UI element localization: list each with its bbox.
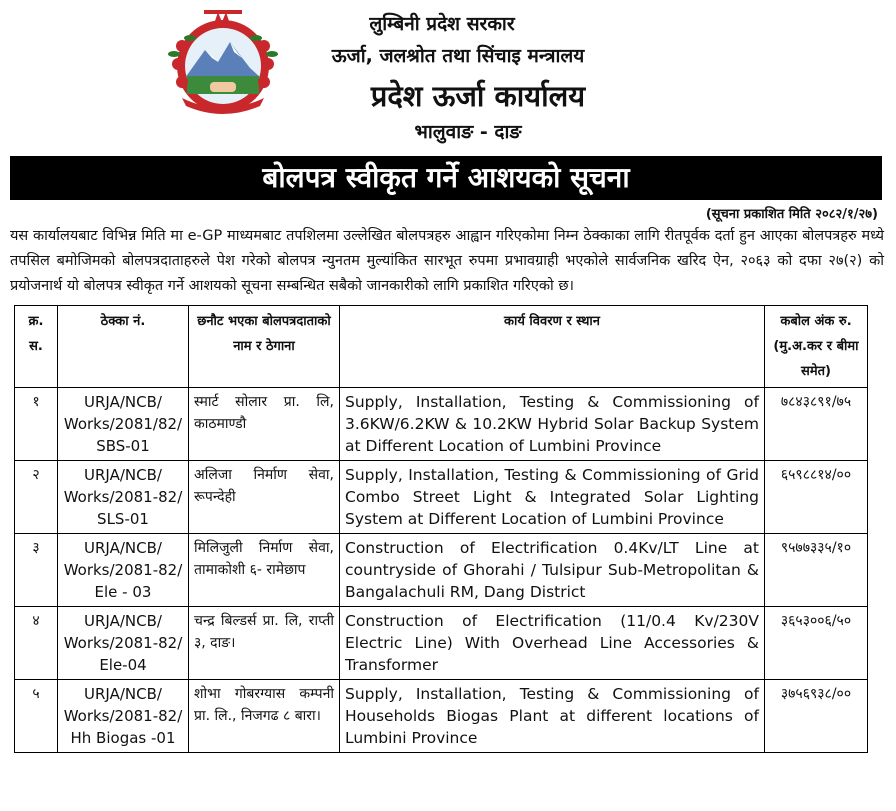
cell-bidder: शोभा गोबरग्यास कम्पनी प्रा. लि., निजगढ ८ बारा। xyxy=(189,680,340,753)
cell-bidder: चन्द्र बिल्डर्स प्रा. लि, राप्ती ३, दाङ। xyxy=(189,607,340,680)
table-row xyxy=(15,607,868,680)
cell-bidder: अलिजा निर्माण सेवा, रूपन्देही xyxy=(189,461,340,534)
office-location: भालुवाङ - दाङ xyxy=(414,121,522,143)
cell-work: Construction of Electrification (11/0.4 Kv/230V Electric Line) With Overhead Line Accessories & Transformer xyxy=(340,607,765,680)
bid-table xyxy=(14,305,868,753)
cell-work: Supply, Installation, Testing & Commissioning of Households Biogas Plant at different locations of Lumbini Province xyxy=(340,680,765,753)
cell-sn: २ xyxy=(15,461,58,534)
cell-contract-no: URJA/NCB/ Works/2081-82/ Ele - 03 xyxy=(58,534,189,607)
cell-bidder: मिलिजुली निर्माण सेवा, तामाकोशी ६- रामेछाप xyxy=(189,534,340,607)
cell-amount: ७८४३८९१/७५ xyxy=(765,388,868,461)
col-contract-no: ठेक्का नं. xyxy=(58,306,189,388)
cell-contract-no: URJA/NCB/ Works/2081-82/ SLS-01 xyxy=(58,461,189,534)
col-amount: कबोल अंक रु. (मु.अ.कर र बीमा समेत) xyxy=(765,306,868,388)
cell-sn: १ xyxy=(15,388,58,461)
table-row xyxy=(15,534,868,607)
publish-date: (सूचना प्रकाशित मिति २०८२/१/२७) xyxy=(705,207,878,222)
govt-name: लुम्बिनी प्रदेश सरकार xyxy=(369,13,515,35)
cell-amount: ३७५६९३८/०० xyxy=(765,680,868,753)
cell-bidder: स्मार्ट सोलार प्रा. लि, काठमाण्डौ xyxy=(189,388,340,461)
notice-title: बोलपत्र स्वीकृत गर्ने आशयको सूचना xyxy=(10,156,882,200)
cell-sn: ४ xyxy=(15,607,58,680)
cell-contract-no: URJA/NCB/ Works/2081-82/ Hh Biogas -01 xyxy=(58,680,189,753)
table-row xyxy=(15,461,868,534)
cell-sn: ५ xyxy=(15,680,58,753)
office-name: प्रदेश ऊर्जा कार्यालय xyxy=(370,79,586,113)
cell-contract-no: URJA/NCB/ Works/2081-82/ Ele-04 xyxy=(58,607,189,680)
cell-work: Construction of Electrification 0.4Kv/LT Line at countryside of Ghorahi / Tulsipur Sub-Metropolitan & Bangalachuli RM, Dang District xyxy=(340,534,765,607)
table-header-row xyxy=(15,306,868,388)
cell-amount: ९५७७३३५/१० xyxy=(765,534,868,607)
cell-amount: ६५९८८१४/०० xyxy=(765,461,868,534)
col-work: कार्य विवरण र स्थान xyxy=(340,306,765,388)
cell-sn: ३ xyxy=(15,534,58,607)
table-row xyxy=(15,388,868,461)
table-row xyxy=(15,680,868,753)
cell-contract-no: URJA/NCB/ Works/2081/82/ SBS-01 xyxy=(58,388,189,461)
ministry-name: ऊर्जा, जलश्रोत तथा सिंचाइ मन्त्रालय xyxy=(331,45,585,67)
notice-body: यस कार्यालयबाट विभिन्न मिति मा e-GP माध्यमबाट तपशिलमा उल्लेखित बोलपत्रहरु आह्वान गरिएकोमा निम्न ठेक्काका लागि रीतपूर्वक दर्ता हुन आएका बोलपत्रहरु मध्ये तपसिल बमोजिमको बोलपत्रदाताहरुले पेश गरेको बोलपत्र न्युनतम मुल्यांकित सारभूत रुपमा प्रभावग्राही भएकोले सार्वजनिक खरिद ऐन, २०६३ को दफा २७(२) को प्रयोजनार्थ यो बोलपत्र स्वीकृत गर्ने आशयको सूचना सम्बन्धित सबैको जानकारीको लागि प्रकाशित गरिएको छ। xyxy=(10,228,884,294)
col-sn: क्र. स. xyxy=(15,306,58,388)
cell-work: Supply, Installation, Testing & Commissioning of Grid Combo Street Light & Integrated Solar Lighting System at Different Location of Lumbini Province xyxy=(340,461,765,534)
cell-amount: ३६५३००६/५० xyxy=(765,607,868,680)
cell-work: Supply, Installation, Testing & Commissioning of 3.6KW/6.2KW & 10.2KW Hybrid Solar Backup System at Different Location of Lumbini Province xyxy=(340,388,765,461)
col-bidder: छनौट भएका बोलपत्रदाताको नाम र ठेगाना xyxy=(189,306,340,388)
